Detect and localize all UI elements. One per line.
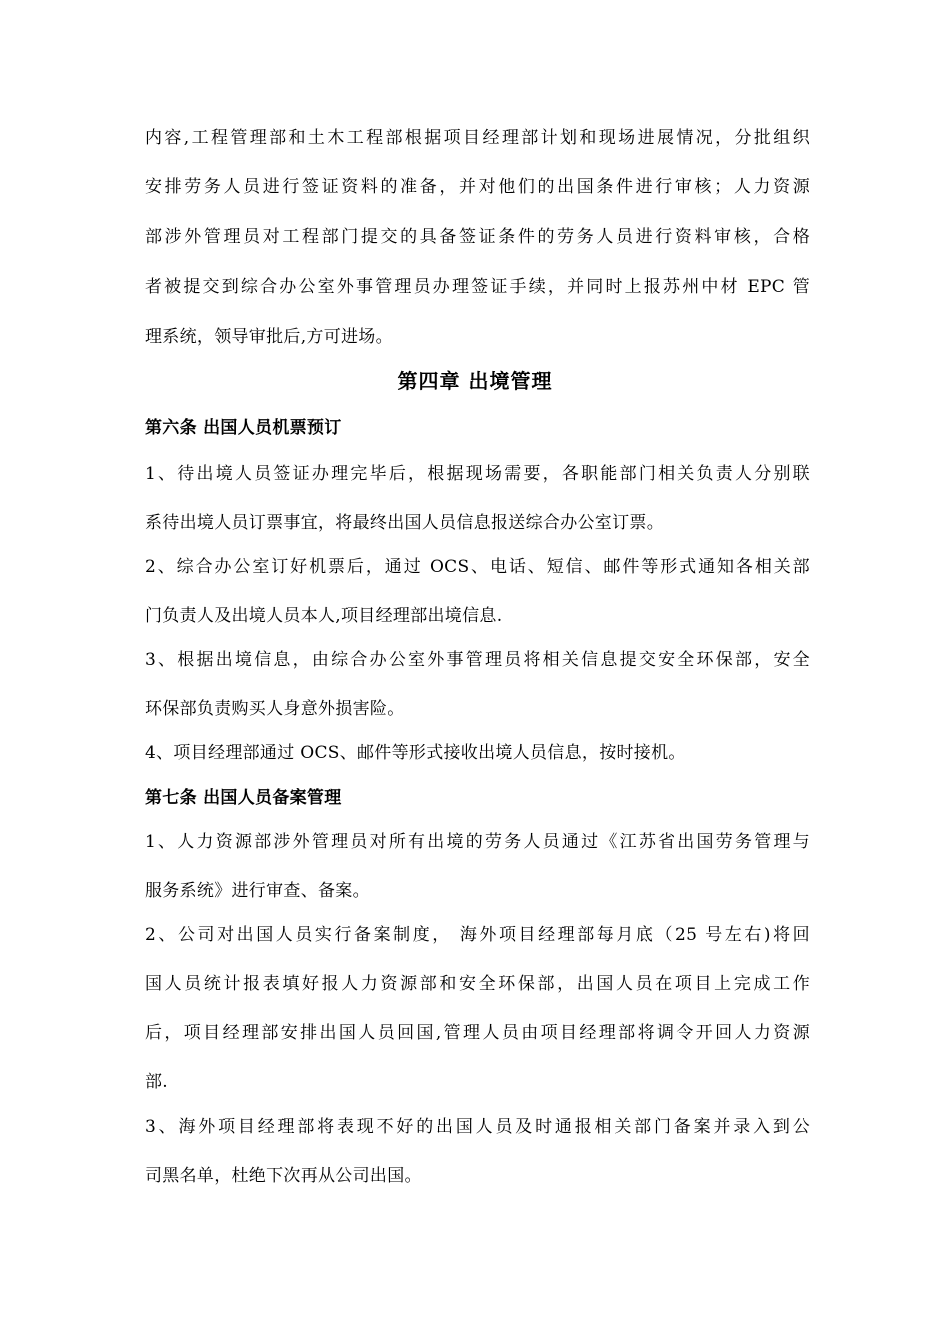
article-7-line: 1、人力资源部涉外管理员对所有出境的劳务人员通过《江苏省出国劳务管理与: [145, 832, 810, 852]
article-6-line: 2、综合办公室订好机票后，通过 OCS、电话、短信、邮件等形式通知各相关部: [145, 557, 810, 577]
intro-line: 者被提交到综合办公室外事管理员办理签证手续，并同时上报苏州中材 EPC 管: [145, 277, 810, 297]
article-6-line: 环保部负责购买人身意外损害险。: [145, 699, 405, 719]
article-7-line: 后，项目经理部安排出国人员回国,管理人员由项目经理部将调令开回人力资源: [145, 1023, 810, 1043]
article-6-title: 第六条 出国人员机票预订: [145, 418, 342, 438]
article-6-line: 门负责人及出境人员本人,项目经理部出境信息.: [145, 606, 503, 626]
article-6-line: 4、项目经理部通过 OCS、邮件等形式接收出境人员信息，按时接机。: [145, 743, 686, 763]
article-6-line: 系待出境人员订票事宜，将最终出国人员信息报送综合办公室订票。: [145, 513, 664, 533]
article-7-line: 3、海外项目经理部将表现不好的出国人员及时通报相关部门备案并录入到公: [145, 1117, 810, 1137]
intro-line: 内容,工程管理部和土木工程部根据项目经理部计划和现场进展情况，分批组织: [145, 128, 810, 148]
article-7-line: 服务系统》进行审查、备案。: [145, 881, 370, 901]
chapter-title: 第四章 出境管理: [397, 369, 553, 393]
article-7-line: 2、公司对出国人员实行备案制度， 海外项目经理部每月底（25 号左右)将回: [145, 925, 810, 945]
article-6-line: 1、待出境人员签证办理完毕后，根据现场需要，各职能部门相关负责人分别联: [145, 464, 810, 484]
article-7-line: 部.: [145, 1072, 169, 1092]
intro-line: 理系统，领导审批后,方可进场。: [145, 327, 393, 347]
article-7-line: 司黑名单，杜绝下次再从公司出国。: [145, 1166, 422, 1186]
article-7-line: 国人员统计报表填好报人力资源部和安全环保部，出国人员在项目上完成工作: [145, 974, 810, 994]
intro-line: 安排劳务人员进行签证资料的准备，并对他们的出国条件进行审核；人力资源: [145, 177, 810, 197]
article-6-line: 3、根据出境信息，由综合办公室外事管理员将相关信息提交安全环保部，安全: [145, 650, 810, 670]
intro-line: 部涉外管理员对工程部门提交的具备签证条件的劳务人员进行资料审核，合格: [145, 227, 810, 247]
article-7-title: 第七条 出国人员备案管理: [145, 788, 342, 808]
